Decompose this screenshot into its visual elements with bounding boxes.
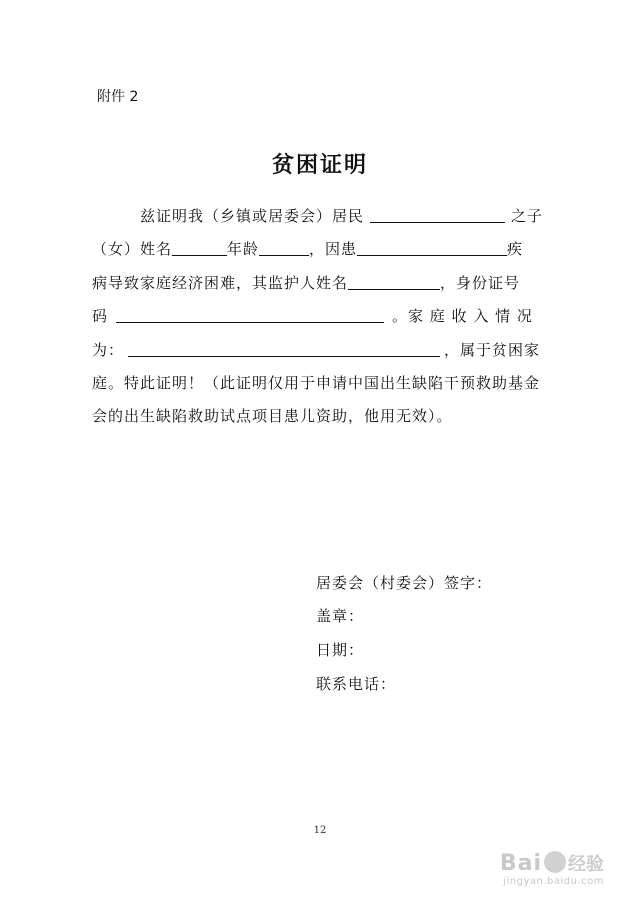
id-number-blank[interactable]	[116, 308, 384, 323]
body-text: ，身份证号	[440, 274, 521, 292]
body-text: 病导致家庭经济困难，其监护人姓名	[92, 274, 349, 292]
body-line-1	[140, 205, 543, 226]
body-text: 。家 庭 收 入 情 况	[392, 307, 533, 325]
body-text: （女）姓名	[92, 240, 173, 258]
seal-label: 盖章：	[316, 607, 365, 625]
committee-signature-label: 居委会（村委会）签字：	[316, 574, 493, 592]
phone-label: 联系电话：	[316, 675, 397, 693]
guardian-name-blank[interactable]	[348, 275, 440, 290]
body-line-5	[92, 339, 540, 360]
attachment-label: 附件 2	[97, 89, 139, 105]
disease-blank[interactable]	[357, 241, 507, 256]
body-text: 疾	[507, 240, 524, 258]
body-line-6: 庭。特此证明！（此证明仅用于申请中国出生缺陷干预救助基金	[92, 374, 541, 392]
body-line-3	[92, 272, 520, 293]
watermark-jingyan: 经验	[568, 854, 604, 875]
body-text: ，属于贫困家	[444, 341, 541, 359]
body-text: 为：	[92, 341, 125, 359]
body-text: 之子	[511, 207, 544, 225]
body-line-4	[92, 305, 533, 326]
income-blank[interactable]	[128, 342, 440, 357]
body-text: 码	[92, 307, 109, 325]
body-text: ，因患	[309, 240, 358, 258]
age-blank[interactable]	[259, 241, 309, 256]
watermark-url: jingyan.baidu.com	[503, 876, 604, 887]
document-title: 贫困证明	[271, 152, 368, 178]
date-label: 日期：	[316, 641, 365, 659]
body-text: 年龄	[227, 240, 260, 258]
body-line-7: 会的出生缺陷救助试点项目患儿资助，他用无效）。	[92, 407, 453, 425]
page-number: 12	[313, 825, 327, 836]
resident-name-blank[interactable]	[370, 208, 505, 223]
baidu-jingyan-watermark	[500, 850, 604, 887]
watermark-brand: Bai	[499, 851, 542, 876]
body-line-2	[92, 238, 523, 259]
paw-icon	[544, 851, 566, 873]
child-name-blank[interactable]	[172, 241, 227, 256]
body-text: 兹证明我（乡镇或居委会）居民	[140, 207, 365, 225]
